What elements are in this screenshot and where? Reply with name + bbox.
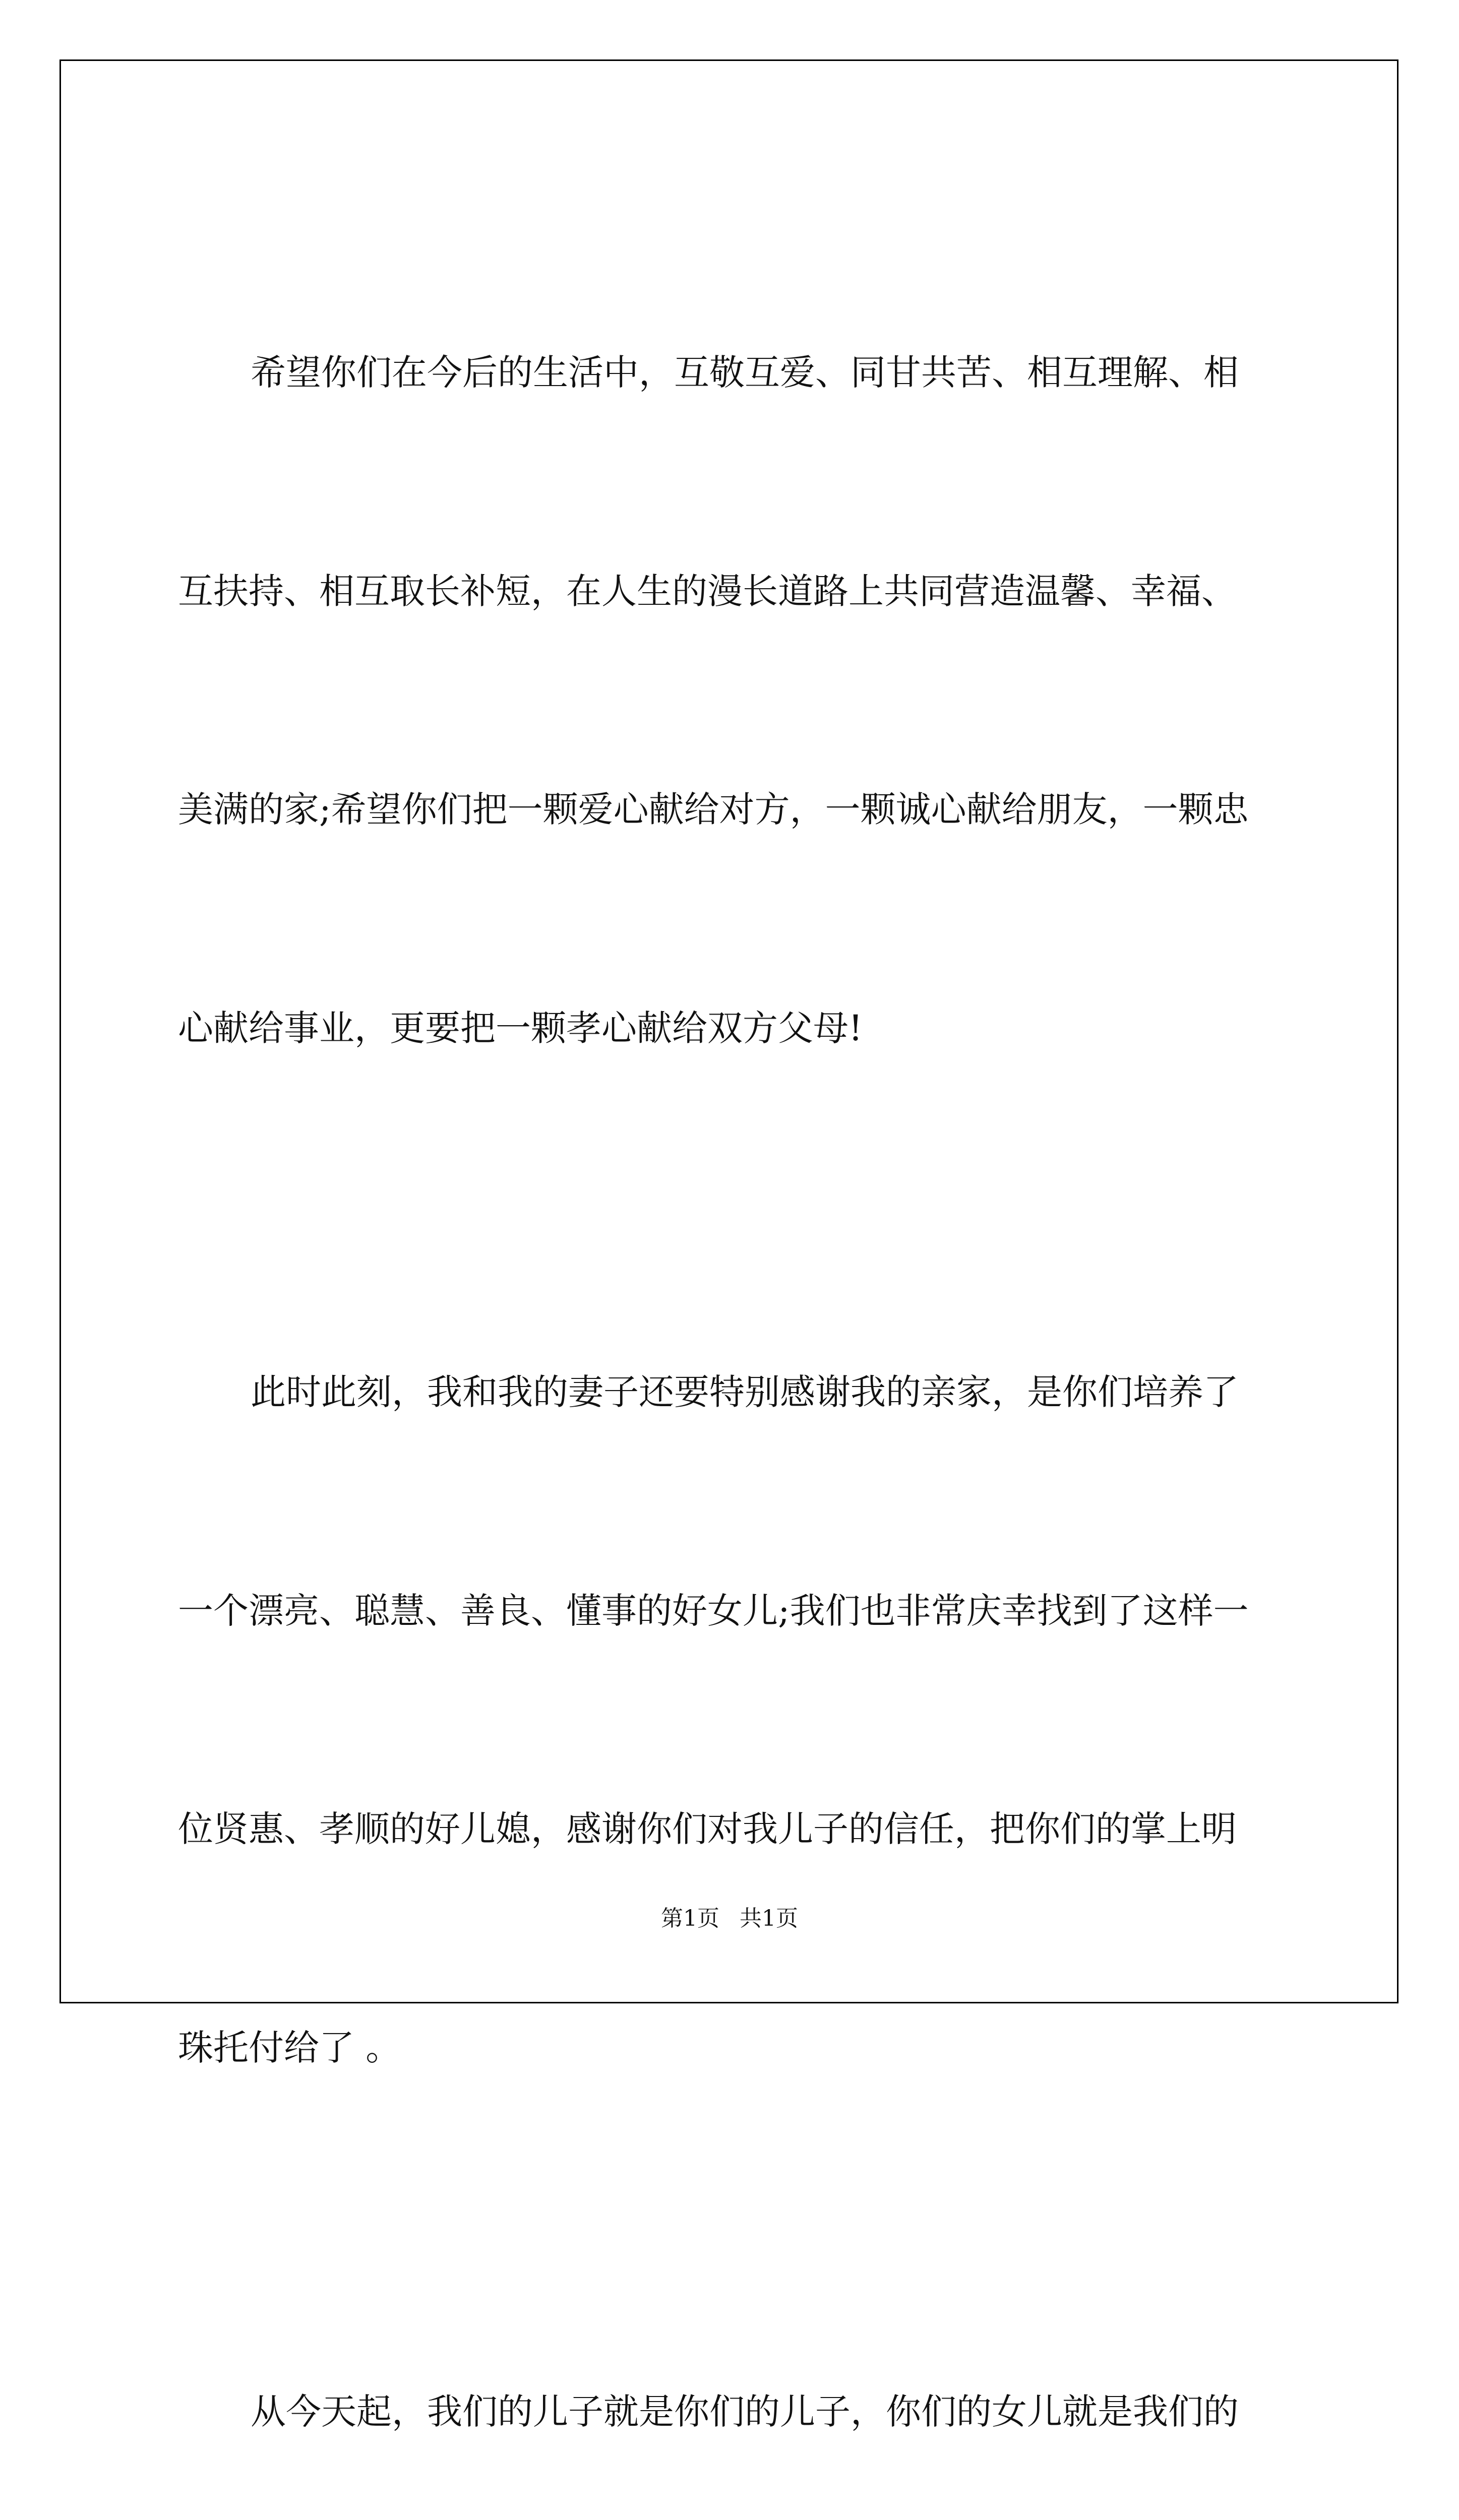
text-line: 从今天起，我们的儿子就是你们的儿子，你们的女儿就是我们的 <box>251 2391 1239 2432</box>
text-line: 此时此刻，我和我的妻子还要特别感谢我的亲家，是你们培养了 <box>251 1371 1239 1413</box>
page-footer <box>0 1900 1459 1932</box>
text-line: 希望你们在今后的生活中，互敬互爱、同甘共苦、相互理解、相 <box>251 352 1239 393</box>
paragraph-2 <box>178 1210 1338 2230</box>
paragraph-1 <box>178 191 1338 1210</box>
page-number: 第1页 <box>661 1906 719 1931</box>
paragraph-3 <box>178 2230 1338 2520</box>
page-total: 共1页 <box>740 1906 798 1931</box>
text-line: 美满的家;希望你们把一颗爱心献给对方，一颗诚心献给朋友，一颗忠 <box>178 789 1249 830</box>
text-line: 位贤惠、孝顺的好儿媳，感谢你们对我儿子的信任，把你们的掌上明 <box>178 1808 1237 1850</box>
text-line: 心献给事业，更要把一颗孝心献给双方父母! <box>178 1007 863 1049</box>
document-body <box>178 191 1338 2520</box>
text-line: 互扶持、相互取长补短，在人生的漫长道路上共同营造温馨、幸福、 <box>178 570 1237 612</box>
text-line: 一个漂亮、聪慧、善良、懂事的好女儿;我们也非常庆幸找到了这样一 <box>178 1590 1249 1631</box>
text-line: 珠托付给了 。 <box>178 2027 401 2068</box>
